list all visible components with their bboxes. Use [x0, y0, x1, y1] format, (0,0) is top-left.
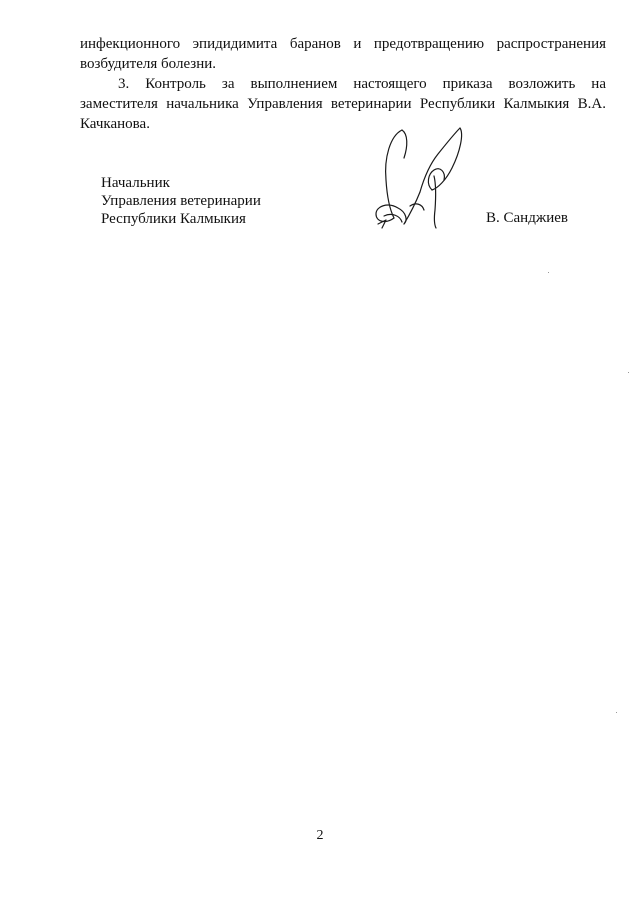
text-line: 3. Контроль за выполнением настоящего приказа возложить на — [118, 76, 606, 92]
position-line: Управления ветеринарии — [101, 193, 261, 209]
scan-speck — [628, 372, 629, 373]
position-line: Начальник — [101, 175, 170, 191]
position-line: Республики Калмыкия — [101, 211, 246, 227]
text-line: Качканова. — [80, 116, 150, 132]
text-line: инфекционного эпидидимита баранов и предотвращению распространения — [80, 36, 606, 52]
signer-name: В. Санджиев — [486, 210, 568, 226]
handwritten-signature — [364, 124, 474, 234]
signatory-position — [101, 174, 261, 228]
scan-speck — [616, 712, 617, 713]
text-line: заместителя начальника Управления ветеринарии Республики Калмыкия В.А. — [80, 96, 606, 112]
text-line: возбудителя болезни. — [80, 56, 217, 72]
page-number: 2 — [316, 828, 324, 843]
scan-speck — [548, 272, 549, 273]
body-text — [80, 34, 606, 134]
